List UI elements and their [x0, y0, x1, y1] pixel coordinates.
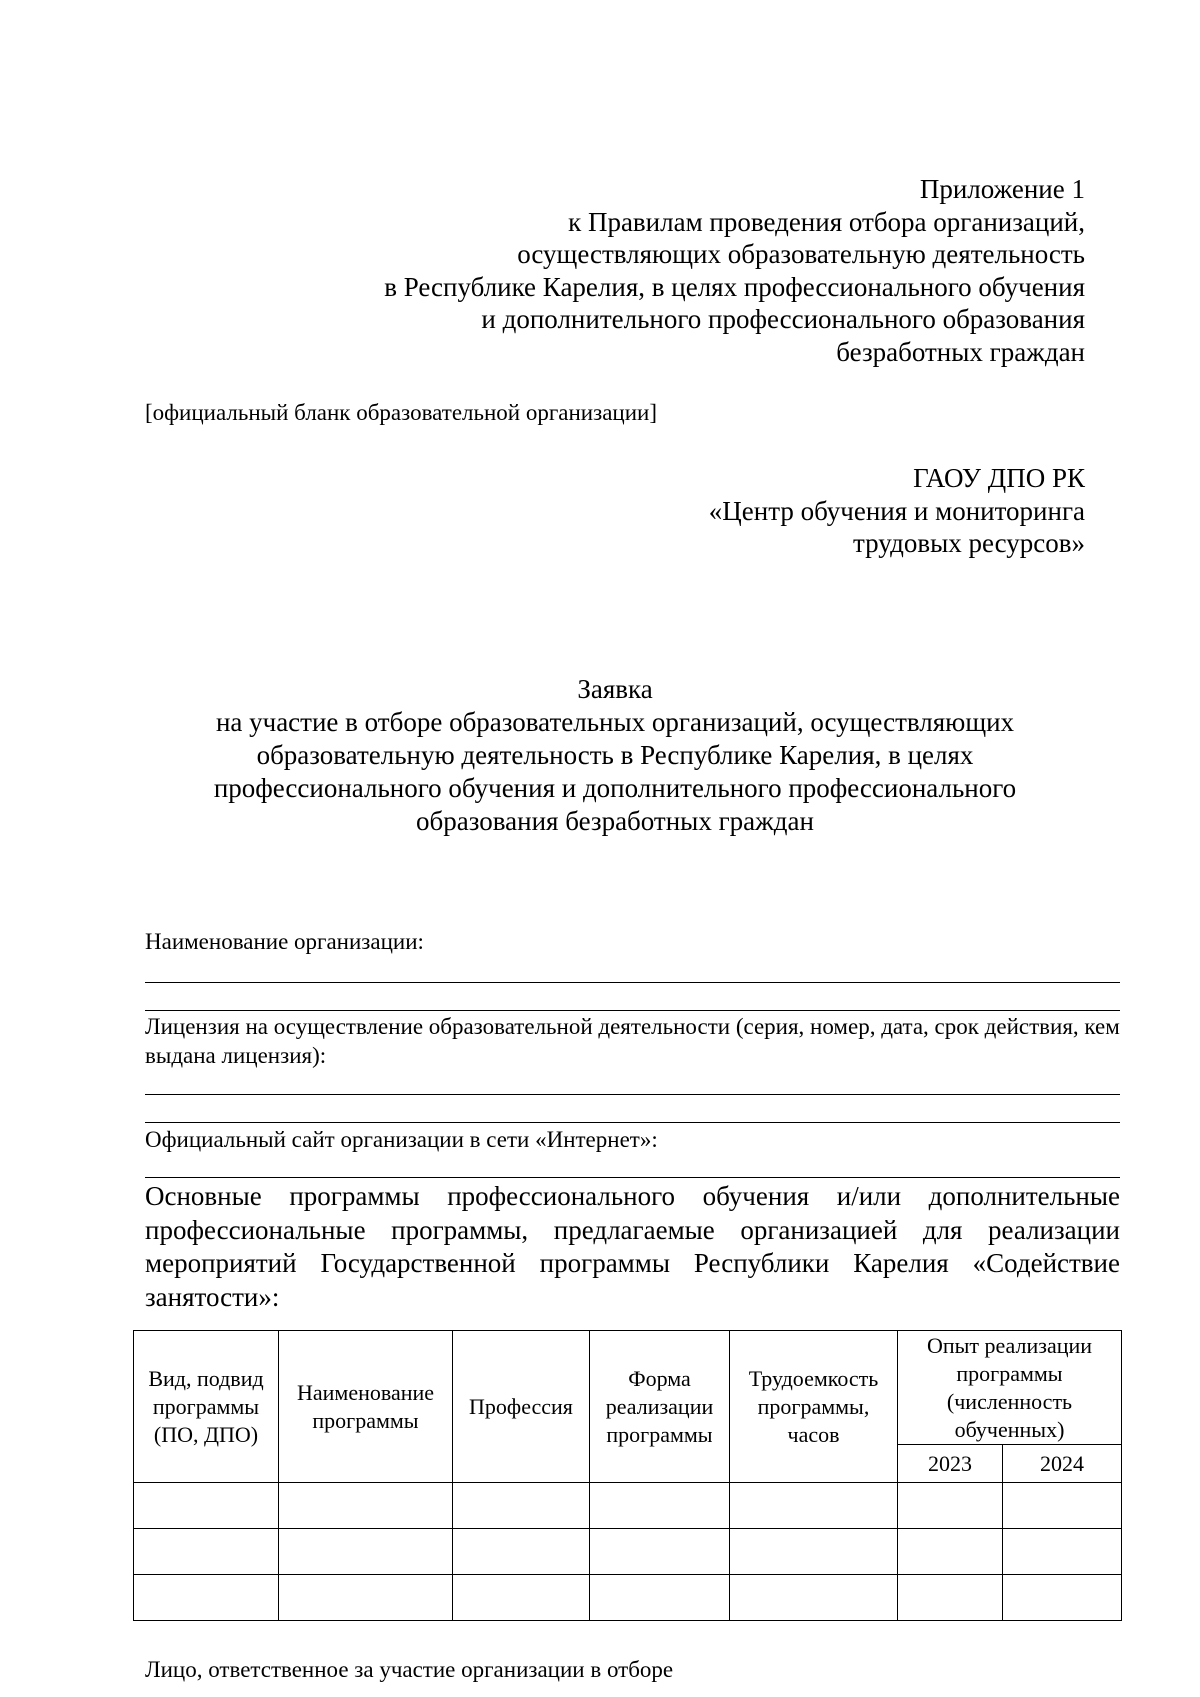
- website-label: Официальный сайт организации в сети «Интернет»:: [145, 1127, 658, 1152]
- org-name-label: Наименование организации:: [145, 929, 424, 954]
- header-form: Форма реализации программы: [590, 1331, 730, 1483]
- table-cell[interactable]: [730, 1483, 898, 1529]
- header-profession: Профессия: [453, 1331, 590, 1483]
- addressee: [709, 462, 1085, 560]
- org-name-line-1[interactable]: [145, 982, 1120, 983]
- annex-line: и дополнительного профессионального образования: [481, 304, 1085, 334]
- official-blank-note: [официальный бланк образовательной организации]: [145, 400, 657, 425]
- annex-line: в Республике Карелия, в целях профессионального обучения: [384, 271, 1085, 302]
- license-line-2[interactable]: [145, 1122, 1120, 1123]
- header-year-2024: 2024: [1003, 1445, 1122, 1483]
- table-cell[interactable]: [590, 1575, 730, 1621]
- license-label: Лицензия на осуществление образовательной деятельности (серия, номер, дата, срок действия, кем выдана лицензия):: [145, 1014, 1120, 1068]
- programs-paragraph: Основные программы профессионального обучения и/или дополнительные профессиональные программы, предлагаемые организацией для реализации мероприятий Государственной программы Республики Карелия «Содействие занятости»:: [145, 1181, 1120, 1312]
- table-cell[interactable]: [453, 1529, 590, 1575]
- table-cell[interactable]: [279, 1483, 453, 1529]
- addressee-line: ГАОУ ДПО РК: [913, 463, 1085, 493]
- table-row: [134, 1483, 1122, 1529]
- table-cell[interactable]: [453, 1575, 590, 1621]
- application-subtitle-line: образования безработных граждан: [416, 806, 814, 836]
- header-kind: Вид, подвид программы (ПО, ДПО): [134, 1331, 279, 1483]
- table-cell[interactable]: [730, 1575, 898, 1621]
- website-line[interactable]: [145, 1177, 1120, 1178]
- table-row: [134, 1529, 1122, 1575]
- table-cell[interactable]: [1003, 1575, 1122, 1621]
- table-cell[interactable]: [1003, 1529, 1122, 1575]
- table-cell[interactable]: [1003, 1483, 1122, 1529]
- header-hours: Трудоемкость программы, часов: [730, 1331, 898, 1483]
- application-subtitle-line: профессионального обучения и дополнительного профессионального: [213, 773, 1017, 803]
- application-subtitle-line: образовательную деятельность в Республике Карелия, в целях: [256, 740, 974, 770]
- header-year-2023: 2023: [898, 1445, 1003, 1483]
- annex-line: осуществляющих образовательную деятельность: [517, 239, 1085, 269]
- table-cell[interactable]: [898, 1529, 1003, 1575]
- table-cell[interactable]: [590, 1529, 730, 1575]
- header-experience: Опыт реализации программы (численность обученных): [898, 1331, 1122, 1445]
- programs-table: [133, 1330, 1122, 1621]
- table-cell[interactable]: [730, 1529, 898, 1575]
- annex-line: к Правилам проведения отбора организаций,: [568, 206, 1085, 237]
- table-row: [134, 1575, 1122, 1621]
- table-cell[interactable]: [134, 1529, 279, 1575]
- annex-line: безработных граждан: [836, 336, 1085, 367]
- application-title: Заявка: [577, 674, 653, 704]
- license-line-1[interactable]: [145, 1094, 1120, 1095]
- annex-header: [384, 173, 1085, 368]
- application-heading: [145, 673, 1085, 838]
- table-cell[interactable]: [590, 1483, 730, 1529]
- table-cell[interactable]: [453, 1483, 590, 1529]
- addressee-line: «Центр обучения и мониторинга: [708, 495, 1085, 526]
- responsible-person-label: Лицо, ответственное за участие организации в отборе: [145, 1657, 674, 1682]
- table-cell[interactable]: [134, 1483, 279, 1529]
- header-name: Наименование программы: [279, 1331, 453, 1483]
- addressee-line: трудовых ресурсов»: [853, 528, 1085, 558]
- table-cell[interactable]: [134, 1575, 279, 1621]
- table-cell[interactable]: [898, 1483, 1003, 1529]
- table-cell[interactable]: [279, 1575, 453, 1621]
- application-subtitle-line: на участие в отборе образовательных организаций, осуществляющих: [215, 707, 1015, 737]
- table-cell[interactable]: [898, 1575, 1003, 1621]
- table-cell[interactable]: [279, 1529, 453, 1575]
- annex-line: Приложение 1: [919, 174, 1085, 204]
- org-name-line-2[interactable]: [145, 1010, 1120, 1011]
